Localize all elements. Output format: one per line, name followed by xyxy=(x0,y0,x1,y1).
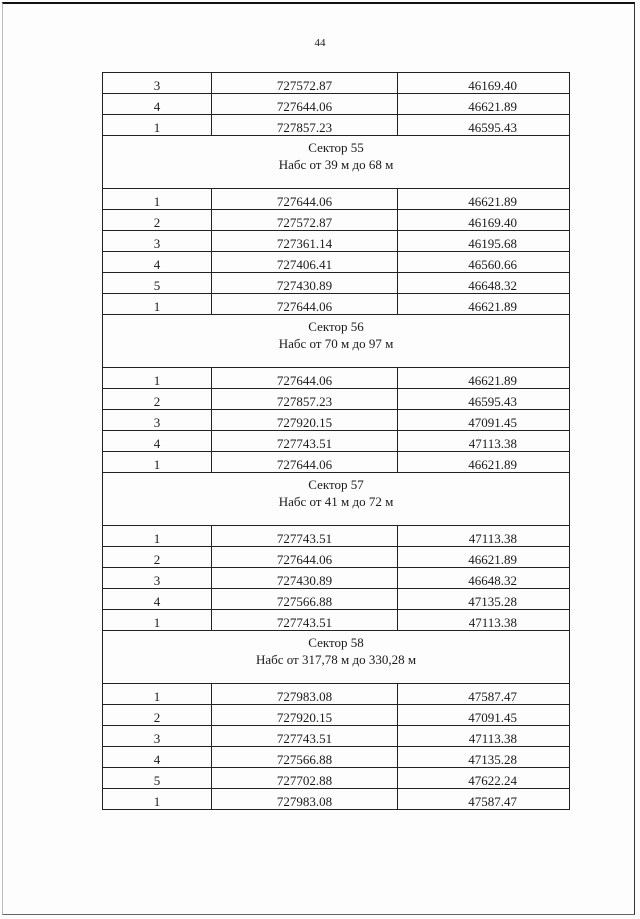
sector-height-range: Набс от 317,78 м до 330,28 м xyxy=(255,652,417,667)
point-number-cell: 1 xyxy=(103,684,212,705)
sector-title: Сектор 55 xyxy=(308,140,364,155)
point-number-cell: 2 xyxy=(103,705,212,726)
table-row xyxy=(103,705,570,726)
y-coordinate-cell: 46621.89 xyxy=(398,547,570,568)
x-coordinate-cell: 727743.51 xyxy=(212,610,398,631)
table-row xyxy=(103,452,570,473)
point-number-cell: 3 xyxy=(103,726,212,747)
point-number-cell: 3 xyxy=(103,231,212,252)
x-coordinate-cell: 727566.88 xyxy=(212,589,398,610)
y-coordinate-cell: 47113.38 xyxy=(398,526,570,547)
x-coordinate-cell: 727361.14 xyxy=(212,231,398,252)
point-number-cell: 3 xyxy=(103,410,212,431)
table-row xyxy=(103,747,570,768)
y-coordinate-cell: 46621.89 xyxy=(398,368,570,389)
y-coordinate-cell: 47113.38 xyxy=(398,726,570,747)
table-row xyxy=(103,726,570,747)
point-number-cell: 2 xyxy=(103,210,212,231)
table-row xyxy=(103,410,570,431)
point-number-cell: 5 xyxy=(103,273,212,294)
x-coordinate-cell: 727983.08 xyxy=(212,684,398,705)
table-row xyxy=(103,547,570,568)
x-coordinate-cell: 727743.51 xyxy=(212,431,398,452)
table-row xyxy=(103,210,570,231)
y-coordinate-cell: 47113.38 xyxy=(398,610,570,631)
point-number-cell: 1 xyxy=(103,294,212,315)
table-row xyxy=(103,231,570,252)
table-row xyxy=(103,768,570,789)
table-row xyxy=(103,273,570,294)
x-coordinate-cell: 727857.23 xyxy=(212,389,398,410)
table-row xyxy=(103,252,570,273)
x-coordinate-cell: 727566.88 xyxy=(212,747,398,768)
table-row xyxy=(103,526,570,547)
table-row xyxy=(103,94,570,115)
sector-title: Сектор 57 xyxy=(308,477,364,492)
y-coordinate-cell: 47113.38 xyxy=(398,431,570,452)
x-coordinate-cell: 727406.41 xyxy=(212,252,398,273)
y-coordinate-cell: 47135.28 xyxy=(398,589,570,610)
sector-header-cell xyxy=(103,631,570,684)
y-coordinate-cell: 47091.45 xyxy=(398,705,570,726)
x-coordinate-cell: 727644.06 xyxy=(212,94,398,115)
y-coordinate-cell: 46169.40 xyxy=(398,73,570,94)
y-coordinate-cell: 46621.89 xyxy=(398,294,570,315)
coordinates-table xyxy=(102,72,570,810)
y-coordinate-cell: 47091.45 xyxy=(398,410,570,431)
point-number-cell: 1 xyxy=(103,452,212,473)
y-coordinate-cell: 46621.89 xyxy=(398,189,570,210)
sector-header-row xyxy=(103,136,570,189)
x-coordinate-cell: 727644.06 xyxy=(212,452,398,473)
table-row xyxy=(103,189,570,210)
x-coordinate-cell: 727743.51 xyxy=(212,526,398,547)
x-coordinate-cell: 727644.06 xyxy=(212,294,398,315)
y-coordinate-cell: 46195.68 xyxy=(398,231,570,252)
point-number-cell: 3 xyxy=(103,73,212,94)
sector-height-range: Набс от 70 м до 97 м xyxy=(278,336,394,351)
x-coordinate-cell: 727644.06 xyxy=(212,547,398,568)
x-coordinate-cell: 727920.15 xyxy=(212,705,398,726)
sector-title: Сектор 56 xyxy=(308,319,364,334)
y-coordinate-cell: 47587.47 xyxy=(398,684,570,705)
table-row xyxy=(103,589,570,610)
table-row xyxy=(103,610,570,631)
point-number-cell: 4 xyxy=(103,252,212,273)
sector-header-cell xyxy=(103,136,570,189)
y-coordinate-cell: 46621.89 xyxy=(398,94,570,115)
table-row xyxy=(103,115,570,136)
y-coordinate-cell: 46621.89 xyxy=(398,452,570,473)
y-coordinate-cell: 46648.32 xyxy=(398,568,570,589)
y-coordinate-cell: 47135.28 xyxy=(398,747,570,768)
y-coordinate-cell: 46648.32 xyxy=(398,273,570,294)
table-row xyxy=(103,294,570,315)
point-number-cell: 1 xyxy=(103,526,212,547)
point-number-cell: 1 xyxy=(103,789,212,810)
x-coordinate-cell: 727430.89 xyxy=(212,273,398,294)
point-number-cell: 1 xyxy=(103,189,212,210)
x-coordinate-cell: 727857.23 xyxy=(212,115,398,136)
sector-height-range: Набс от 39 м до 68 м xyxy=(278,157,394,172)
sector-title: Сектор 58 xyxy=(308,635,364,650)
table-row xyxy=(103,431,570,452)
point-number-cell: 1 xyxy=(103,115,212,136)
y-coordinate-cell: 47587.47 xyxy=(398,789,570,810)
x-coordinate-cell: 727920.15 xyxy=(212,410,398,431)
point-number-cell: 2 xyxy=(103,547,212,568)
page-number: 44 xyxy=(314,37,326,49)
sector-header-cell xyxy=(103,315,570,368)
x-coordinate-cell: 727644.06 xyxy=(212,189,398,210)
point-number-cell: 4 xyxy=(103,747,212,768)
table-row xyxy=(103,389,570,410)
point-number-cell: 4 xyxy=(103,94,212,115)
point-number-cell: 1 xyxy=(103,610,212,631)
x-coordinate-cell: 727644.06 xyxy=(212,368,398,389)
y-coordinate-cell: 46169.40 xyxy=(398,210,570,231)
sector-header-row xyxy=(103,315,570,368)
x-coordinate-cell: 727983.08 xyxy=(212,789,398,810)
y-coordinate-cell: 46595.43 xyxy=(398,389,570,410)
table-row xyxy=(103,73,570,94)
x-coordinate-cell: 727572.87 xyxy=(212,73,398,94)
x-coordinate-cell: 727743.51 xyxy=(212,726,398,747)
point-number-cell: 4 xyxy=(103,431,212,452)
sector-header-cell xyxy=(103,473,570,526)
point-number-cell: 2 xyxy=(103,389,212,410)
point-number-cell: 3 xyxy=(103,568,212,589)
sector-header-row xyxy=(103,473,570,526)
table-row xyxy=(103,789,570,810)
x-coordinate-cell: 727702.88 xyxy=(212,768,398,789)
point-number-cell: 1 xyxy=(103,368,212,389)
y-coordinate-cell: 47622.24 xyxy=(398,768,570,789)
y-coordinate-cell: 46560.66 xyxy=(398,252,570,273)
table-row xyxy=(103,568,570,589)
x-coordinate-cell: 727572.87 xyxy=(212,210,398,231)
point-number-cell: 4 xyxy=(103,589,212,610)
sector-header-row xyxy=(103,631,570,684)
sector-height-range: Набс от 41 м до 72 м xyxy=(278,494,394,509)
point-number-cell: 5 xyxy=(103,768,212,789)
table-row xyxy=(103,684,570,705)
x-coordinate-cell: 727430.89 xyxy=(212,568,398,589)
coordinates-table-body xyxy=(103,73,570,810)
y-coordinate-cell: 46595.43 xyxy=(398,115,570,136)
table-row xyxy=(103,368,570,389)
